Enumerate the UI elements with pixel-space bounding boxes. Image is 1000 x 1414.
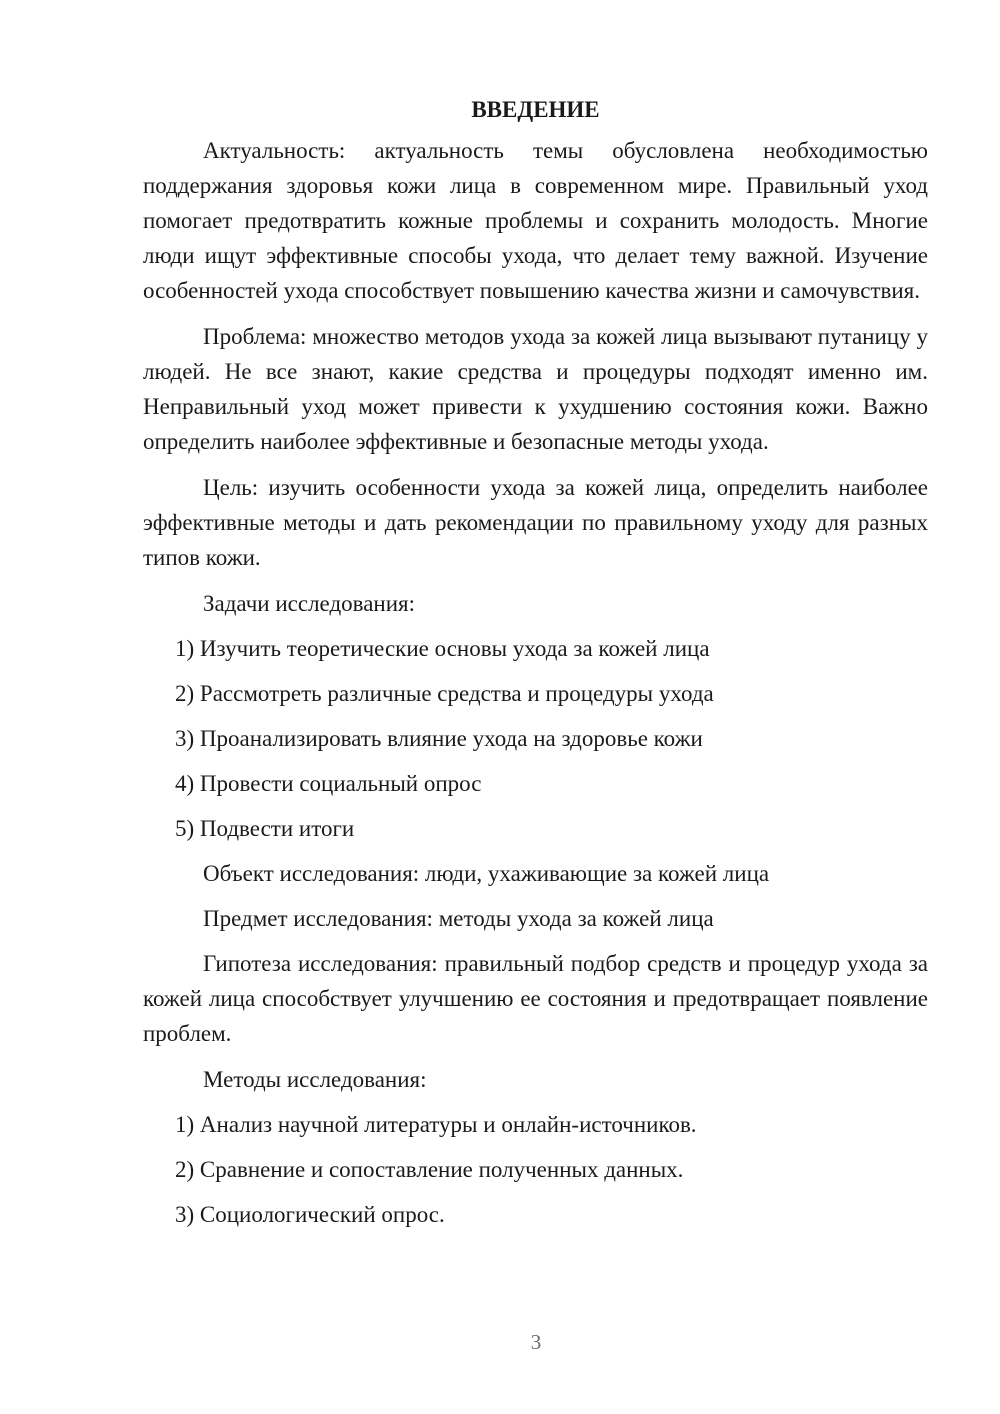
task-item: 5) Подвести итоги: [175, 816, 355, 841]
research-subject: Предмет исследования: методы ухода за кожей лица: [203, 906, 714, 931]
tasks-heading: Задачи исследования:: [203, 591, 416, 616]
method-item: 3) Социологический опрос.: [175, 1202, 445, 1227]
tasks-list: [143, 631, 928, 846]
goal-paragraph: Цель: изучить особенности ухода за кожей лица, определить наиболее эффективные методы и дать рекомендации по правильному уходу для разных типов кожи.: [143, 475, 928, 570]
document-body: [143, 92, 928, 1242]
page-number: 3: [530, 1330, 542, 1354]
task-item: 4) Провести социальный опрос: [175, 771, 482, 796]
research-object: Объект исследования: люди, ухаживающие за кожей лица: [203, 861, 770, 886]
task-item: 1) Изучить теоретические основы ухода за кожей лица: [175, 636, 710, 661]
problem-paragraph: Проблема: множество методов ухода за кожей лица вызывают путаницу у людей. Не все знают, какие средства и процедуры подходят именно им. Неправильный уход может привести к ухудшению состояния кожи. Важно определить наиболее эффективные и безопасные методы ухода.: [143, 324, 928, 454]
methods-list: [143, 1107, 928, 1232]
task-item: 3) Проанализировать влияние ухода на здоровье кожи: [175, 726, 703, 751]
methods-heading: Методы исследования:: [203, 1067, 427, 1092]
hypothesis-paragraph: Гипотеза исследования: правильный подбор средств и процедур ухода за кожей лица способствует улучшению ее состояния и предотвращает появление проблем.: [143, 951, 928, 1046]
task-item: 2) Рассмотреть различные средства и процедуры ухода: [175, 681, 714, 706]
page-title: ВВЕДЕНИЕ: [471, 97, 600, 122]
method-item: 2) Сравнение и сопоставление полученных данных.: [175, 1157, 684, 1182]
method-item: 1) Анализ научной литературы и онлайн-источников.: [175, 1112, 697, 1137]
relevance-paragraph: Актуальность: актуальность темы обусловлена необходимостью поддержания здоровья кожи лица в современном мире. Правильный уход помогает предотвратить кожные проблемы и сохранить молодость. Многие люди ищут эффективные способы ухода, что делает тему важной. Изучение особенностей ухода способствует повышению качества жизни и самочувствия.: [143, 138, 928, 303]
